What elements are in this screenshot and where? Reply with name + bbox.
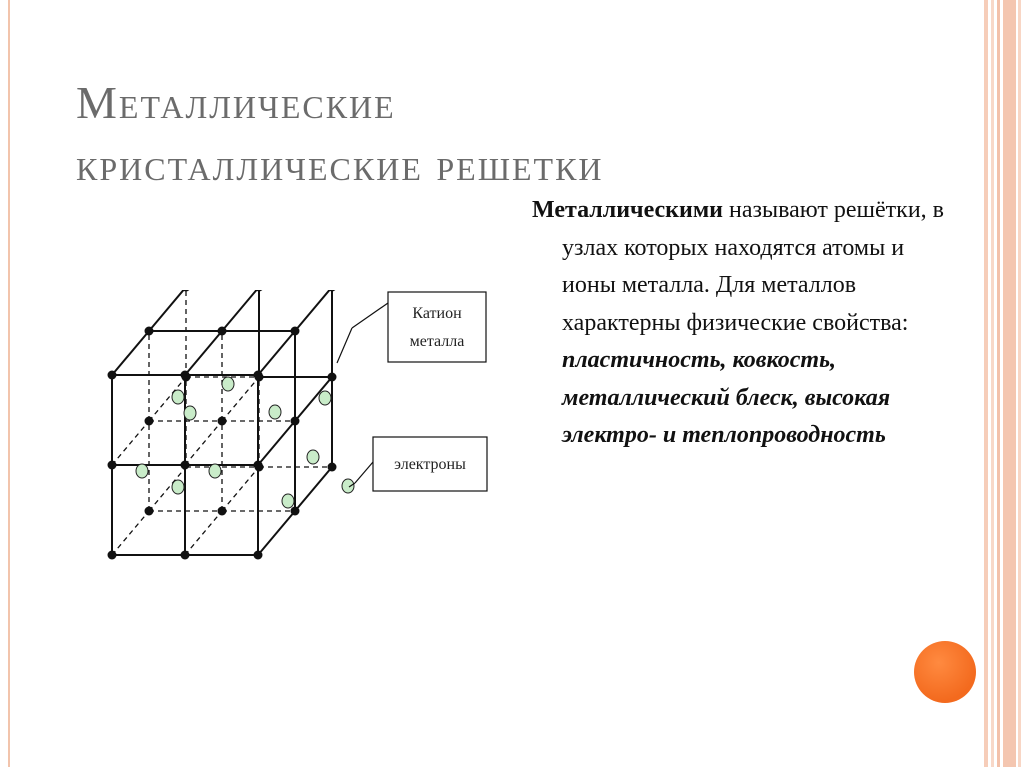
cation-node [291,507,300,516]
title-line-1: Металлические [76,77,396,128]
cation-node [145,507,154,516]
lattice-edge [258,331,295,375]
electron-dot [342,479,354,493]
definition-paragraph [532,192,952,455]
lattice-edge [112,421,149,465]
cation-node [291,417,300,426]
cation-node [254,551,263,560]
cation-node [108,551,117,560]
cation-node [181,551,190,560]
decorative-orange-circle [914,641,976,703]
lattice-edge [295,290,332,331]
cation-node [328,463,337,472]
cation-label-box [388,292,486,362]
left-border-rule [8,0,10,767]
cation-node [218,417,227,426]
electron-dot [136,464,148,478]
cation-node [328,373,337,382]
cation-node [218,327,227,336]
cation-node [145,327,154,336]
electron-dot [209,464,221,478]
electron-dot [184,406,196,420]
cation-node [145,417,154,426]
electron-dot [269,405,281,419]
electrons-label: электроны [394,456,466,473]
definition-body: называют решётки, в узлах которых находятся атомы и ионы металла. Для металлов характерны физические свойства: [562,197,944,336]
electron-dot [222,377,234,391]
cation-node [254,371,263,380]
lattice-edge [258,511,295,555]
electron-dot [172,390,184,404]
cation-label-line2: металла [409,333,465,350]
metal-lattice-diagram [100,290,500,570]
cation-node [291,327,300,336]
slide-title [76,72,836,196]
electron-dot [319,391,331,405]
term: Металлическими [532,197,724,223]
right-stripe [984,0,988,767]
definition-text [532,192,952,455]
right-stripe [1003,0,1016,767]
lattice-edge [149,290,186,331]
cation-pointer [352,303,388,328]
lattice-edge [258,421,295,465]
cation-node [181,461,190,470]
cation-node [181,371,190,380]
cation-node [254,461,263,470]
electron-dot [307,450,319,464]
title-line-2: кристаллические решетки [76,139,604,190]
cation-pointer [337,328,352,363]
lattice-edge [185,421,222,465]
metal-properties: пластичность, ковкость, металлический блеск, высокая электро- и теплопроводность [562,347,891,448]
right-stripe [997,0,1000,767]
cation-node [218,507,227,516]
lattice-edge [185,331,222,375]
electrons-pointer [355,462,373,483]
electron-dot [282,494,294,508]
electron-dot [172,480,184,494]
lattice-edge [112,331,149,375]
lattice-edge [222,290,259,331]
right-stripe [991,0,994,767]
lattice-edge [185,511,222,555]
lattice-edge [112,511,149,555]
cation-label-line1: Катион [412,305,462,322]
right-stripe [1018,0,1021,767]
cation-node [108,371,117,380]
cation-node [108,461,117,470]
lattice-edge [295,467,332,511]
lattice-edge [222,467,259,511]
